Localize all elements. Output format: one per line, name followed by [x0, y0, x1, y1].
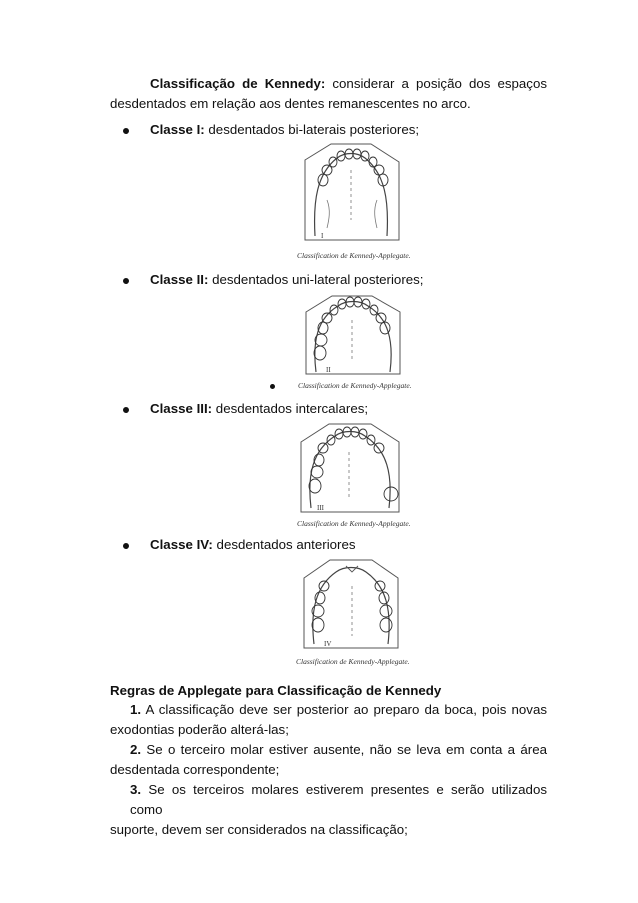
class-description: desdentados uni-lateral posteriores;	[212, 272, 424, 287]
bullet-dot	[123, 278, 129, 284]
rule-number: 2.	[130, 742, 142, 757]
class-description: desdentados anteriores	[216, 537, 356, 552]
intro-paragraph	[110, 74, 547, 114]
intro-term: Classificação de Kennedy:	[150, 76, 326, 91]
rules-list	[110, 700, 547, 840]
class-iv-item	[150, 537, 356, 552]
rule-item	[110, 780, 547, 840]
rule-text: A classificação deve ser posterior ao preparo da boca, pois novas	[145, 702, 547, 717]
bullet-dot	[123, 407, 129, 413]
class-i-figure	[287, 140, 415, 262]
class-label: Classe III:	[150, 401, 213, 416]
class-ii-figure	[292, 290, 416, 392]
rule-number: 3.	[130, 782, 142, 797]
rule-text-continued: exodontias poderão alterá-las;	[110, 722, 289, 737]
rule-number: 1.	[130, 702, 142, 717]
class-ii-item	[150, 272, 424, 287]
figure-caption: Classification de Kennedy-Applegate.	[298, 381, 412, 390]
class-description: desdentados intercalares;	[215, 401, 369, 416]
bullet-dot	[123, 128, 129, 134]
intro-line-1	[110, 74, 547, 94]
class-i-item	[150, 122, 419, 137]
class-numeral: IV	[324, 640, 332, 648]
figure-caption: Classification de Kennedy-Applegate.	[297, 519, 411, 528]
class-iii-item	[150, 401, 368, 416]
rule-text: Se os terceiros molares estiverem presentes e serão utilizados como	[130, 782, 547, 817]
rule-item	[110, 700, 547, 740]
class-numeral: II	[326, 366, 331, 374]
rule-text-continued: suporte, devem ser considerados na classificação;	[110, 822, 408, 837]
class-iii-figure	[287, 420, 419, 530]
class-description: desdentados bi-laterais posteriores;	[208, 122, 420, 137]
bullet-dot	[123, 543, 129, 549]
figure-caption: Classification de Kennedy-Applegate.	[296, 657, 410, 666]
class-numeral: I	[321, 232, 324, 240]
figure-caption: Classification de Kennedy-Applegate.	[297, 251, 411, 260]
class-label: Classe II:	[150, 272, 209, 287]
class-iv-figure	[288, 556, 416, 668]
stray-bullet	[270, 384, 275, 389]
intro-line-2: desdentados em relação aos dentes remanescentes no arco.	[110, 96, 471, 111]
class-numeral: III	[317, 504, 324, 512]
rules-title: Regras de Applegate para Classificação de Kennedy	[110, 683, 442, 698]
rule-item	[110, 740, 547, 780]
rule-text-continued: desdentada correspondente;	[110, 762, 280, 777]
class-label: Classe I:	[150, 122, 205, 137]
rule-text: Se o terceiro molar estiver ausente, não se leva em conta a área	[146, 742, 547, 757]
intro-line1-text: considerar a posição dos espaços	[332, 76, 547, 91]
class-label: Classe IV:	[150, 537, 213, 552]
